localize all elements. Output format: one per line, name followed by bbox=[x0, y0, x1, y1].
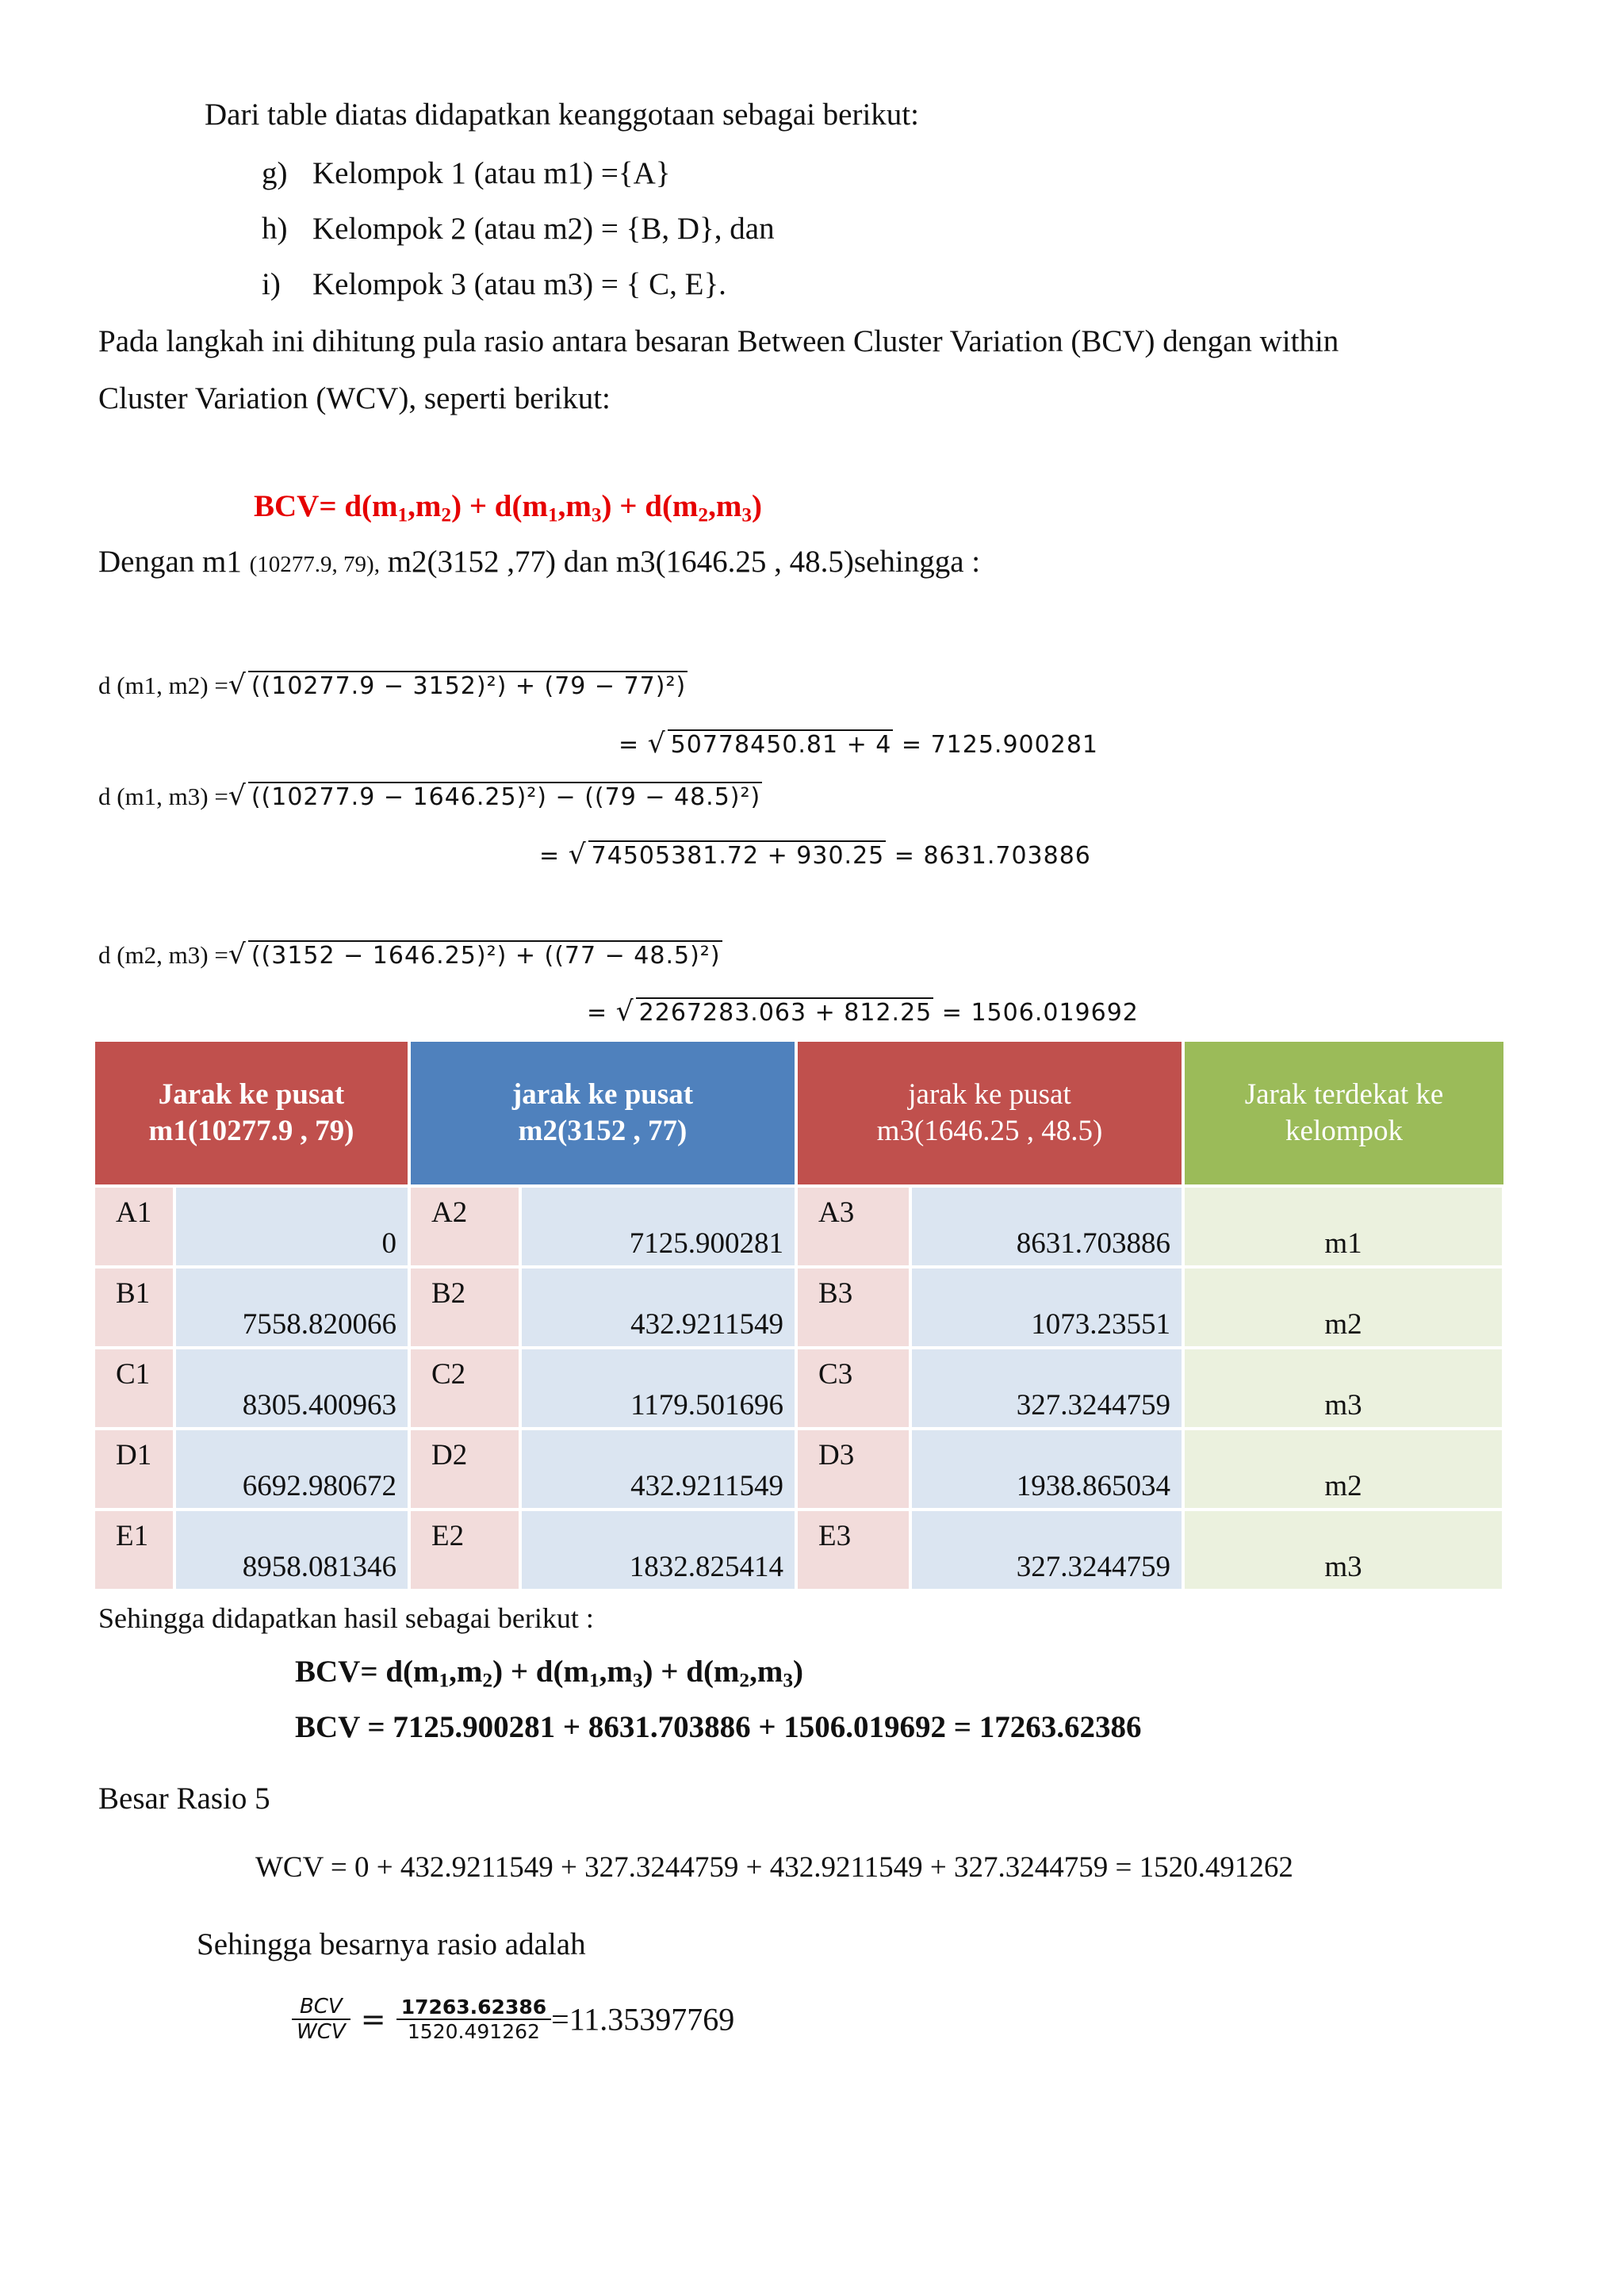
table-row bbox=[95, 1429, 1503, 1510]
bcv-sum: BCV = 7125.900281 + 8631.703886 + 1506.019692 = 17263.62386 bbox=[295, 1710, 1142, 1744]
distance-table bbox=[95, 1042, 1505, 1589]
cell-value: 432.9211549 bbox=[520, 1429, 796, 1510]
cell-label: C2 bbox=[409, 1348, 520, 1429]
d13-formula: d (m1, m3) =√ ((10277.9 − 1646.25)²) − ((79 − 48.5)²) bbox=[98, 780, 761, 812]
cell-label: A1 bbox=[95, 1186, 174, 1267]
cell-nearest: m2 bbox=[1183, 1267, 1503, 1348]
bcv-formula-red: $BCV= d(m_1,m_2) + d(m_1,m_3) + d(m_2,m_3)$ bbox=[254, 489, 763, 526]
cell-label: D1 bbox=[95, 1429, 174, 1510]
cell-label: D3 bbox=[796, 1429, 910, 1510]
cell-nearest: m3 bbox=[1183, 1510, 1503, 1589]
group-text: Kelompok 1 (atau m1) ={A} bbox=[312, 156, 671, 190]
cell-value: 432.9211549 bbox=[520, 1267, 796, 1348]
cell-value: 0 bbox=[174, 1186, 409, 1267]
cell-value: 1832.825414 bbox=[520, 1510, 796, 1589]
table-row bbox=[95, 1510, 1503, 1589]
result-intro: Sehingga didapatkan hasil sebagai berikut : bbox=[98, 1602, 594, 1634]
group-item bbox=[262, 155, 671, 191]
d13-result: = √ 74505381.72 + 930.25 = 8631.703886 bbox=[539, 839, 1091, 871]
wcv-sum: WCV = 0 + 432.9211549 + 327.3244759 + 432.9211549 + 327.3244759 = 1520.491262 bbox=[255, 1851, 1293, 1884]
cell-label: C3 bbox=[796, 1348, 910, 1429]
ratio-formula: $\frac{\text{BCV}}{\text{WCV}}$ = $\frac{17263.62386}{1520.491262}$ =11.35397769 bbox=[292, 1995, 734, 2044]
cell-label: C1 bbox=[95, 1348, 174, 1429]
cell-value: 327.3244759 bbox=[910, 1510, 1183, 1589]
group-marker: g) bbox=[262, 156, 288, 190]
rasio-label: Besar Rasio 5 bbox=[98, 1781, 270, 1816]
group-marker: h) bbox=[262, 212, 288, 246]
cell-nearest: m3 bbox=[1183, 1348, 1503, 1429]
paragraph-line: Pada langkah ini dihitung pula rasio antara besaran Between Cluster Variation (BCV) dengan within bbox=[98, 324, 1339, 358]
bcv-formula: $BCV= d(m_1,m_2) + d(m_1,m_3) + d(m_2,m_3)$ bbox=[295, 1655, 804, 1692]
d12-formula: d (m1, m2) =√ ((10277.9 − 3152)²) + (79 − 77)²) bbox=[98, 669, 687, 701]
cell-value: 8958.081346 bbox=[174, 1510, 409, 1589]
header-m2: jarak ke pusat m2(3152 , 77) bbox=[409, 1042, 796, 1186]
d12-result: = √ 50778450.81 + 4 = 7125.900281 bbox=[619, 728, 1098, 760]
group-text: Kelompok 2 (atau m2) = {B, D}, dan bbox=[312, 212, 775, 246]
cell-value: 7125.900281 bbox=[520, 1186, 796, 1267]
paragraph-line: Cluster Variation (WCV), seperti berikut: bbox=[98, 381, 611, 415]
table-row bbox=[95, 1348, 1503, 1429]
header-m1: Jarak ke pusat m1(10277.9 , 79) bbox=[95, 1042, 409, 1186]
cell-value: 8631.703886 bbox=[910, 1186, 1183, 1267]
cell-label: E2 bbox=[409, 1510, 520, 1589]
table-row bbox=[95, 1186, 1503, 1267]
header-m3: jarak ke pusat m3(1646.25 , 48.5) bbox=[796, 1042, 1183, 1186]
cell-value: 327.3244759 bbox=[910, 1348, 1183, 1429]
cell-label: A2 bbox=[409, 1186, 520, 1267]
group-marker: i) bbox=[262, 267, 281, 301]
cell-value: 1073.23551 bbox=[910, 1267, 1183, 1348]
cell-value: 7558.820066 bbox=[174, 1267, 409, 1348]
intro-text: Dari table diatas didapatkan keanggotaan sebagai berikut: bbox=[205, 98, 919, 132]
d23-formula: d (m2, m3) =√ ((3152 − 1646.25)²) + ((77 − 48.5)²) bbox=[98, 939, 721, 970]
d23-result: = √ 2267283.063 + 812.25 = 1506.019692 bbox=[587, 996, 1139, 1027]
header-nearest: Jarak terdekat ke kelompok bbox=[1183, 1042, 1503, 1186]
cell-value: 6692.980672 bbox=[174, 1429, 409, 1510]
cell-value: 1179.501696 bbox=[520, 1348, 796, 1429]
centers-line: Dengan m1 (10277.9, 79), m2(3152 ,77) dan m3(1646.25 , 48.5)sehingga : bbox=[98, 545, 981, 579]
cell-label: B1 bbox=[95, 1267, 174, 1348]
cell-label: E1 bbox=[95, 1510, 174, 1589]
group-item bbox=[262, 266, 726, 302]
group-item bbox=[262, 211, 775, 247]
cell-label: D2 bbox=[409, 1429, 520, 1510]
ratio-intro: Sehingga besarnya rasio adalah bbox=[197, 1927, 586, 1961]
cell-label: B3 bbox=[796, 1267, 910, 1348]
cell-label: E3 bbox=[796, 1510, 910, 1589]
cell-label: A3 bbox=[796, 1186, 910, 1267]
cell-value: 1938.865034 bbox=[910, 1429, 1183, 1510]
cell-label: B2 bbox=[409, 1267, 520, 1348]
table-row bbox=[95, 1267, 1503, 1348]
cell-nearest: m2 bbox=[1183, 1429, 1503, 1510]
cell-value: 8305.400963 bbox=[174, 1348, 409, 1429]
cell-nearest: m1 bbox=[1183, 1186, 1503, 1267]
group-text: Kelompok 3 (atau m3) = { C, E}. bbox=[312, 267, 726, 301]
